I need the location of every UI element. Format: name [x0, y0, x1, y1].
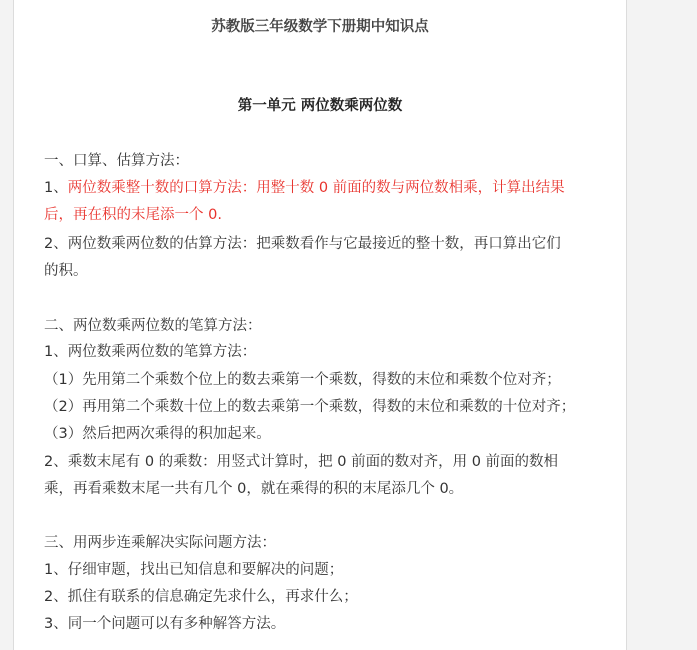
paragraph-line: （1）先用第二个乘数个位上的数去乘第一个乘数，得数的末位和乘数个位对齐；: [44, 372, 561, 388]
paragraph-line: 的积。: [44, 263, 88, 279]
list-number: 1、: [44, 180, 68, 196]
highlighted-text-continued: 后，再在积的末尾添一个 0.: [44, 207, 222, 223]
paragraph-line: 3、同一个问题可以有多种解答方法。: [44, 616, 286, 632]
document-page: [13, 0, 627, 650]
paragraph-line: 1、仔细审题，找出已知信息和要解决的问题；: [44, 562, 344, 578]
unit-title: 第一单元 两位数乘两位数: [237, 98, 403, 114]
paragraph-line: 1、两位数乘两位数的笔算方法：: [44, 344, 257, 360]
highlighted-text: 两位数乘整十数的口算方法：用整十数 0 前面的数与两位数相乘，计算出结果: [67, 180, 565, 196]
paragraph-line: 乘，再看乘数末尾一共有几个 0，就在乘得的积的末尾添几个 0。: [44, 481, 464, 497]
document-title: 苏教版三年级数学下册期中知识点: [211, 19, 429, 35]
paragraph-line: 2、乘数末尾有 0 的乘数：用竖式计算时，把 0 前面的数对齐，用 0 前面的数相: [44, 454, 559, 470]
section-heading-2: 二、两位数乘两位数的笔算方法：: [44, 318, 262, 334]
paragraph-line: （2）再用第二个乘数十位上的数去乘第一个乘数，得数的末位和乘数的十位对齐；: [44, 399, 576, 415]
paragraph-line: （3）然后把两次乘得的积加起来。: [44, 426, 271, 442]
paragraph-line: 2、两位数乘两位数的估算方法：把乘数看作与它最接近的整十数，再口算出它们: [44, 236, 561, 252]
paragraph-line: [44, 178, 565, 198]
section-heading-1: 一、口算、估算方法：: [44, 153, 189, 169]
paragraph-line: 2、抓住有联系的信息确定先求什么，再求什么；: [44, 589, 358, 605]
section-heading-3: 三、用两步连乘解决实际问题方法：: [44, 535, 276, 551]
